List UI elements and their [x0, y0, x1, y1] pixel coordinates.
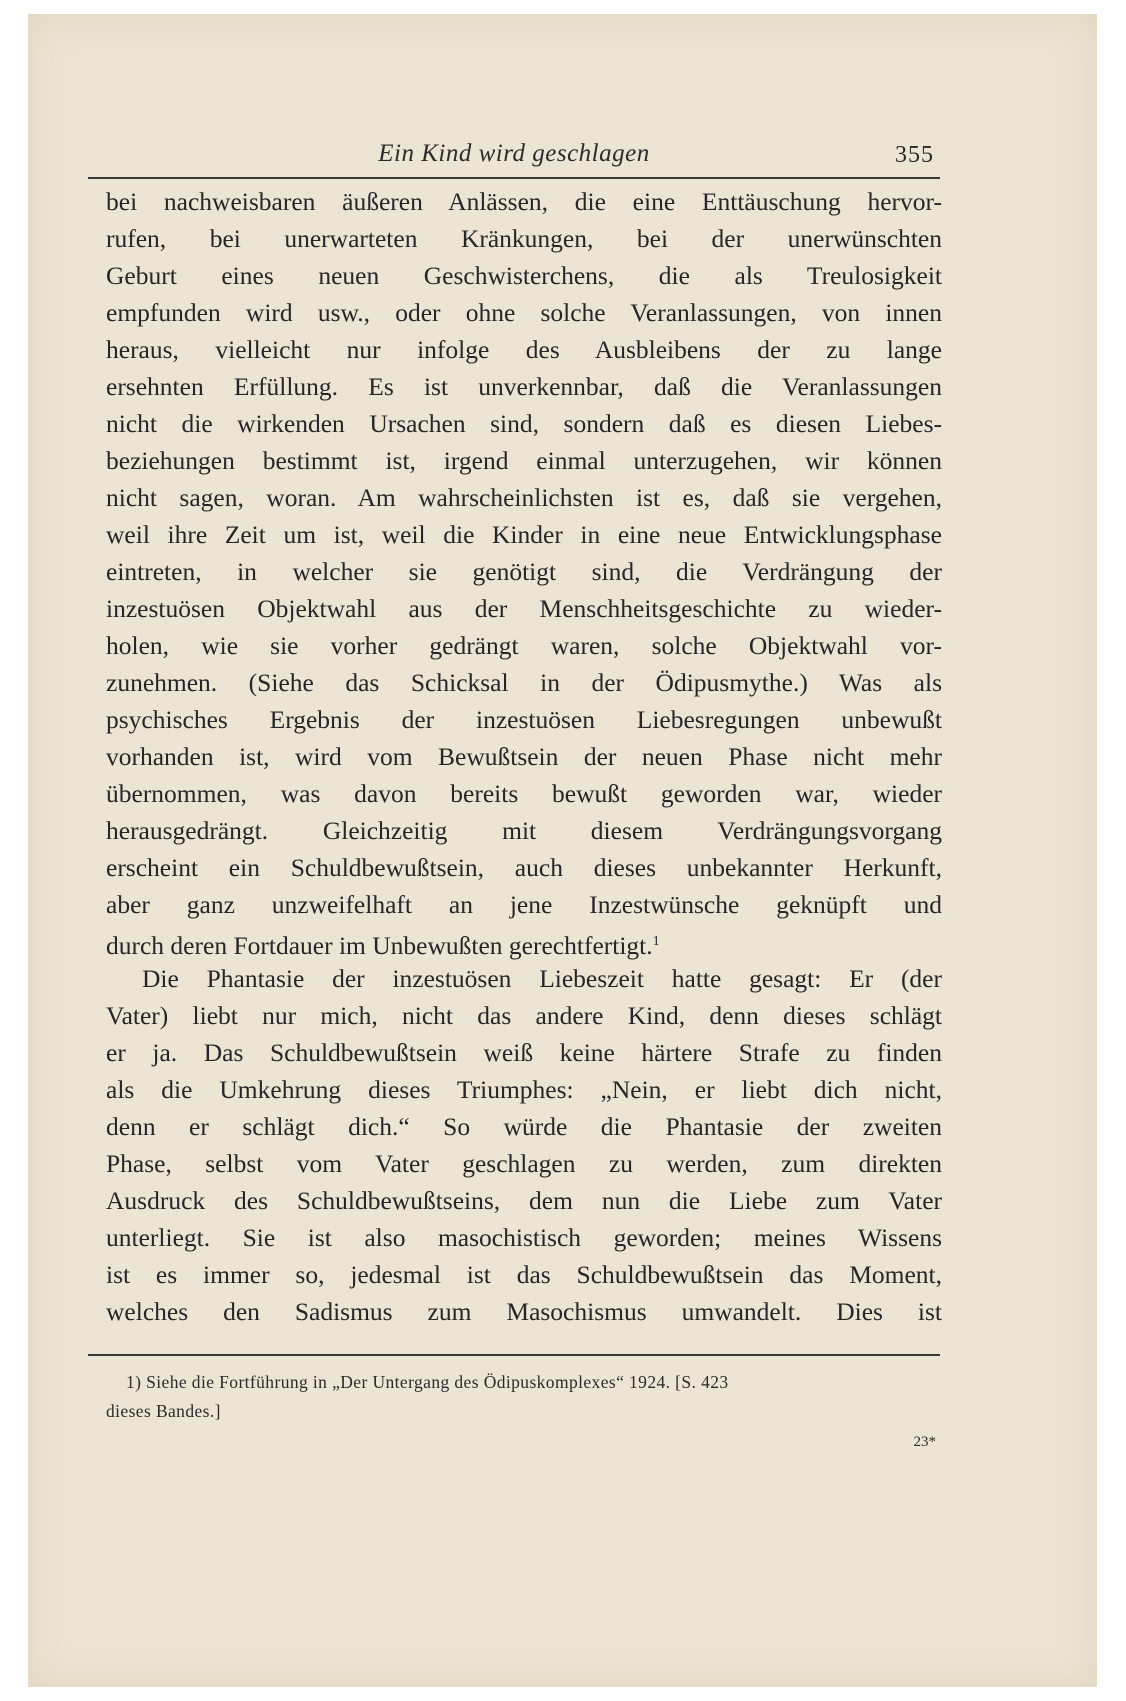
paragraph-2-line: Vater) liebt nur mich, nicht das andere Kind, denn dieses schlägt — [106, 1001, 942, 1030]
paragraph-2-line: ist es immer so, jedesmal ist das Schuldbewußtsein das Moment, — [106, 1260, 942, 1289]
running-title: Ein Kind wird geschlagen — [378, 140, 650, 167]
page-header — [88, 140, 940, 176]
text-line: Geburt eines neuen Geschwisterchens, die als Treulosigkeit — [106, 261, 942, 290]
text-line-last — [106, 923, 942, 960]
text-line-content: durch deren Fortdauer im Unbewußten gerechtfertigt. — [106, 931, 653, 960]
text-line: inzestuösen Objektwahl aus der Menschheitsgeschichte zu wieder- — [106, 594, 942, 623]
text-line: herausgedrängt. Gleichzeitig mit diesem Verdrängungsvorgang — [106, 816, 942, 845]
text-line: vorhanden ist, wird vom Bewußtsein der neuen Phase nicht mehr — [106, 742, 942, 771]
paragraph-2-line: Ausdruck des Schuldbewußtseins, dem nun die Liebe zum Vater — [106, 1186, 942, 1215]
paragraph-2-line: Die Phantasie der inzestuösen Liebeszeit hatte gesagt: Er (der — [142, 964, 942, 993]
text-line: nicht sagen, woran. Am wahrscheinlichsten ist es, daß sie vergehen, — [106, 483, 942, 512]
header-rule — [88, 177, 940, 179]
footnote-line: 1) Siehe die Fortführung in „Der Untergang des Ödipuskomplexes“ 1924. [S. 423 — [126, 1372, 729, 1392]
text-line: erscheint ein Schuldbewußtsein, auch dieses unbekannter Herkunft, — [106, 853, 942, 882]
text-line: aber ganz unzweifelhaft an jene Inzestwünsche geknüpft und — [106, 890, 942, 919]
text-line: weil ihre Zeit um ist, weil die Kinder in eine neue Entwicklungsphase — [106, 520, 942, 549]
text-line: nicht die wirkenden Ursachen sind, sondern daß es diesen Liebes- — [106, 409, 942, 438]
paragraph-2-line: er ja. Das Schuldbewußtsein weiß keine härtere Strafe zu finden — [106, 1038, 942, 1067]
text-line: eintreten, in welcher sie genötigt sind, die Verdrängung der — [106, 557, 942, 586]
paragraph-2-line: als die Umkehrung dieses Triumphes: „Nein, er liebt dich nicht, — [106, 1075, 942, 1104]
page-number: 355 — [895, 142, 934, 168]
text-line: beziehungen bestimmt ist, irgend einmal unterzugehen, wir können — [106, 446, 942, 475]
text-line: rufen, bei unerwarteten Kränkungen, bei der unerwünschten — [106, 224, 942, 253]
paragraph-2-line: welches den Sadismus zum Masochismus umwandelt. Dies ist — [106, 1297, 942, 1326]
text-line: holen, wie sie vorher gedrängt waren, solche Objektwahl vor- — [106, 631, 942, 660]
text-line: zunehmen. (Siehe das Schicksal in der Ödipusmythe.) Was als — [106, 668, 942, 697]
footnote-rule — [88, 1354, 940, 1356]
paragraph-2-line: Phase, selbst vom Vater geschlagen zu werden, zum direkten — [106, 1149, 942, 1178]
text-line: bei nachweisbaren äußeren Anlässen, die eine Enttäuschung hervor- — [106, 187, 942, 216]
body-text — [106, 183, 942, 1330]
text-line: heraus, vielleicht nur infolge des Ausbleibens der zu lange — [106, 335, 942, 364]
printer-signature: 23* — [913, 1434, 936, 1450]
text-line: psychisches Ergebnis der inzestuösen Liebesregungen unbewußt — [106, 705, 942, 734]
footnote — [106, 1368, 938, 1426]
text-line: ersehnten Erfüllung. Es ist unverkennbar, daß die Veranlassungen — [106, 372, 942, 401]
text-line: übernommen, was davon bereits bewußt geworden war, wieder — [106, 779, 942, 808]
text-line: empfunden wird usw., oder ohne solche Veranlassungen, von innen — [106, 298, 942, 327]
paragraph-2-line: denn er schlägt dich.“ So würde die Phantasie der zweiten — [106, 1112, 942, 1141]
footnote-marker: 1 — [652, 934, 660, 949]
footnote-line: dieses Bandes.] — [106, 1401, 221, 1421]
paragraph-2-line: unterliegt. Sie ist also masochistisch geworden; meines Wissens — [106, 1223, 942, 1252]
